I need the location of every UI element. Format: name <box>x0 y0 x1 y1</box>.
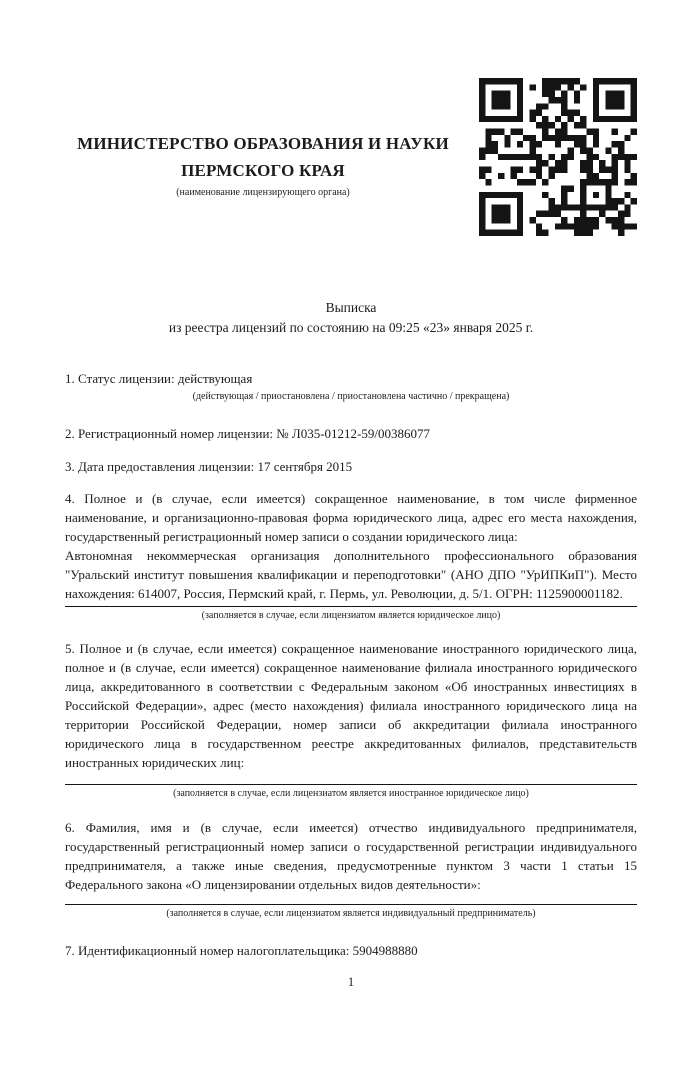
entrepreneur-item <box>65 818 637 920</box>
foreign-entity-item <box>65 639 637 800</box>
document-header <box>65 78 637 236</box>
license-status-text: 1. Статус лицензии: действующая <box>65 370 253 386</box>
license-extract-page <box>0 78 700 1068</box>
foreign-entity-underline <box>65 784 637 785</box>
legal-entity-underline <box>65 606 637 607</box>
registration-number-item <box>65 424 637 443</box>
registration-number-text: 2. Регистрационный номер лицензии: № Л035-01212-59/00386077 <box>65 425 431 441</box>
licensing-authority-block <box>65 78 479 198</box>
license-status-note: (действующая / приостановлена / приостановлена частично / прекращена) <box>192 390 510 402</box>
foreign-entity-text: 5. Полное и (в случае, если имеется) сокращенное наименование иностранного юридического лица, полное и (в случае, если имеется) сокращенное наименование филиала иностранного юридического лица, аккредитованного в соответствии с Федеральным законом «Об иностранных инвестициях в Российской Федерации», адрес (место нахождения) филиала иностранного юридического лица на территории Российской Федерации, номер записи об аккредитации филиала иностранного юридического лица в государственном реестре аккредитованных филиалов, представительств иностранных юридических лиц: <box>65 640 637 770</box>
entrepreneur-underline <box>65 904 637 905</box>
document-title-block <box>65 298 637 339</box>
document-title: Выписка <box>325 300 377 315</box>
page-number: 1 <box>347 974 355 989</box>
foreign-entity-note: (заполняется в случае, если лицензиатом является иностранное юридическое лицо) <box>173 787 529 799</box>
qr-code <box>479 78 637 236</box>
qr-code-icon <box>479 78 637 236</box>
legal-entity-note: (заполняется в случае, если лицензиатом является юридическое лицо) <box>201 609 501 621</box>
licensing-authority-caption: (наименование лицензирующего органа) <box>176 187 350 199</box>
license-date-item <box>65 457 637 476</box>
taxpayer-number-text: 7. Идентификационный номер налогоплательщика: 5904988880 <box>65 942 418 958</box>
license-date-text: 3. Дата предоставления лицензии: 17 сентября 2015 <box>65 458 353 474</box>
ministry-name-line1: МИНИСТЕРСТВО ОБРАЗОВАНИЯ И НАУКИ <box>77 134 449 153</box>
ministry-name-line2: ПЕРМСКОГО КРАЯ <box>181 161 345 181</box>
entrepreneur-note: (заполняется в случае, если лицензиатом является индивидуальный предприниматель) <box>166 907 536 919</box>
legal-entity-text: 4. Полное и (в случае, если имеется) сокращенное наименование, в том числе фирменное наименование, и организационно-правовая форма юридического лица, адрес его места нахождения, государственный регистрационный номер записи о создании юридического лица: <box>65 490 637 544</box>
legal-entity-details: Автономная некоммерческая организация дополнительного профессионального образования "Уральский институт повышения квалификации и переподготовки" (АНО ДПО "УрИПКиП"). Место нахождения: 614007, Россия, Пермский край, г. Пермь, ул. Революции, д. 5/1. ОГРН: 1125900001182. <box>65 547 637 601</box>
document-subtitle: из реестра лицензий по состоянию на 09:25 «23» января 2025 г. <box>168 320 534 336</box>
entrepreneur-text: 6. Фамилия, имя и (в случае, если имеется) отчество индивидуального предпринимателя, государственный регистрационный номер записи о государственной регистрации индивидуального предпринимателя, а также иные сведения, предусмотренные пунктом 3 части 1 статьи 15 Федерального закона «О лицензировании отдельных видов деятельности»: <box>65 819 637 892</box>
taxpayer-number-item <box>65 941 637 960</box>
license-status-item <box>65 369 637 403</box>
legal-entity-item <box>65 489 637 622</box>
